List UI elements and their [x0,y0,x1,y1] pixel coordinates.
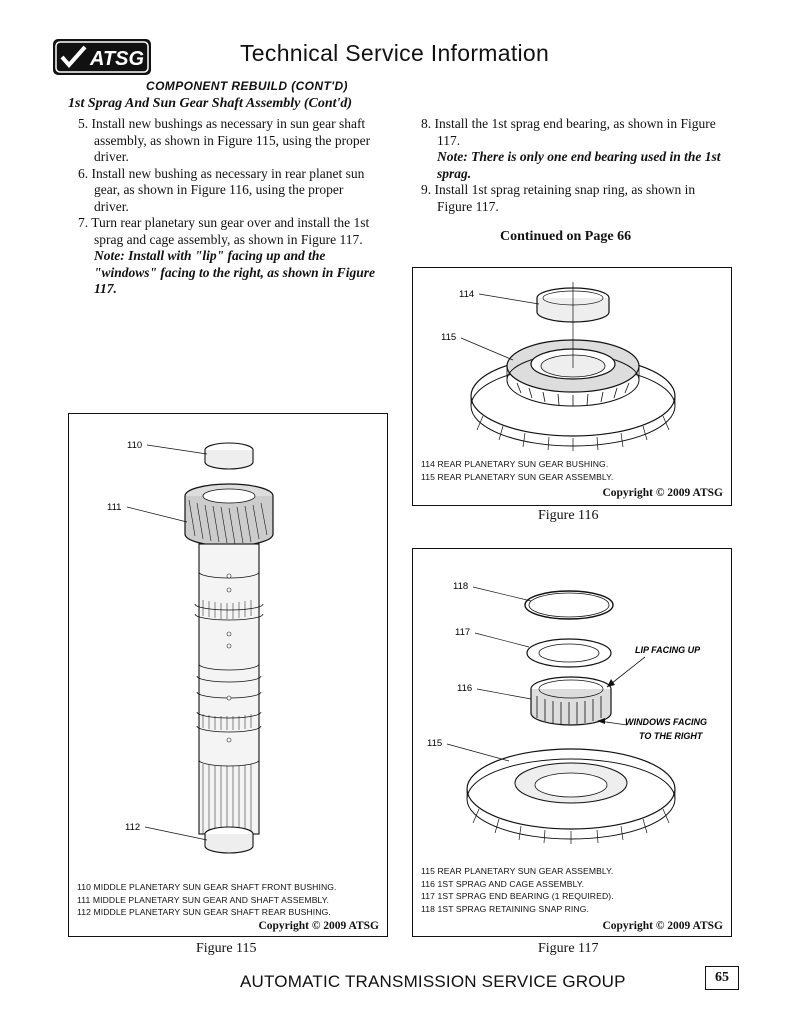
step-7: 7. Turn rear planetary sun gear over and install the 1st sprag and cage assembly, as shown in Figure 117. [78,215,370,247]
step-9: 9. Install 1st sprag retaining snap ring, as shown in Figure 117. [421,182,696,214]
legend-item: 115 REAR PLANETARY SUN GEAR ASSEMBLY. [421,471,614,482]
callout-116: 116 [457,683,473,694]
copyright: Copyright © 2009 ATSG [602,487,723,499]
copyright: Copyright © 2009 ATSG [602,920,723,932]
callout-111: 111 [107,502,122,513]
to-the-right-label: TO THE RIGHT [639,731,703,741]
figure-115-caption: Figure 115 [196,941,257,956]
legend-item: 116 1ST SPRAG AND CAGE ASSEMBLY. [421,878,585,889]
callout-110: 110 [127,440,143,451]
figure-115-legend [77,881,337,919]
page-title: Technical Service Information [240,40,550,66]
figure-116 [412,267,732,506]
footer-text: AUTOMATIC TRANSMISSION SERVICE GROUP [240,972,626,991]
continued-note: Continued on Page 66 [500,229,632,244]
callout-115: 115 [427,738,443,749]
figure-116-caption: Figure 116 [538,508,599,523]
page-number: 65 [705,966,739,990]
lip-facing-up-label: LIP FACING UP [635,645,701,655]
legend-item: 117 1ST SPRAG END BEARING (1 REQUIRED). [421,891,614,901]
windows-facing-label: WINDOWS FACING [625,717,707,727]
section-title: COMPONENT REBUILD (CONT'D) [146,79,348,93]
legend-item: 114 REAR PLANETARY SUN GEAR BUSHING. [421,459,609,469]
step-8: 8. Install the 1st sprag end bearing, as shown in Figure 117. [421,116,716,148]
figure-117 [412,548,732,937]
legend-item: 110 MIDDLE PLANETARY SUN GEAR SHAFT FRONT BUSHING. [77,882,337,892]
subtitle: 1st Sprag And Sun Gear Shaft Assembly (Cont'd) [68,96,353,111]
callout-115: 115 [441,332,457,343]
callout-118: 118 [453,581,469,592]
step-6: 6. Install new bushing as necessary in rear planet sun gear, as shown in Figure 116, using the proper driver. [78,165,365,214]
legend-item: 118 1ST SPRAG RETAINING SNAP RING. [421,903,590,914]
figure-116-legend [421,458,613,483]
right-column [421,116,721,215]
callout-114: 114 [459,289,475,300]
figure-117-legend [421,865,614,915]
logo-text: ATSG [90,48,145,70]
callout-112: 112 [125,822,141,833]
copyright: Copyright © 2009 ATSG [258,920,379,932]
atsg-logo [52,38,152,76]
legend-item: 112 MIDDLE PLANETARY SUN GEAR SHAFT REAR BUSHING. [77,907,331,917]
callout-117: 117 [455,627,471,638]
figure-117-caption: Figure 117 [538,941,599,956]
left-column [78,116,378,298]
figure-115 [68,413,388,937]
step-7-note: Note: Install with "lip" facing up and the "windows" facing to the right, as shown in Figure 117. [94,248,375,296]
legend-item: 111 MIDDLE PLANETARY SUN GEAR AND SHAFT ASSEMBLY. [77,894,329,905]
legend-item: 115 REAR PLANETARY SUN GEAR ASSEMBLY. [421,866,614,876]
step-8-note: Note: There is only one end bearing used in the 1st sprag. [437,149,721,181]
step-5: 5. Install new bushings as necessary in sun gear shaft assembly, as shown in Figure 115, using the proper driver. [78,116,371,164]
